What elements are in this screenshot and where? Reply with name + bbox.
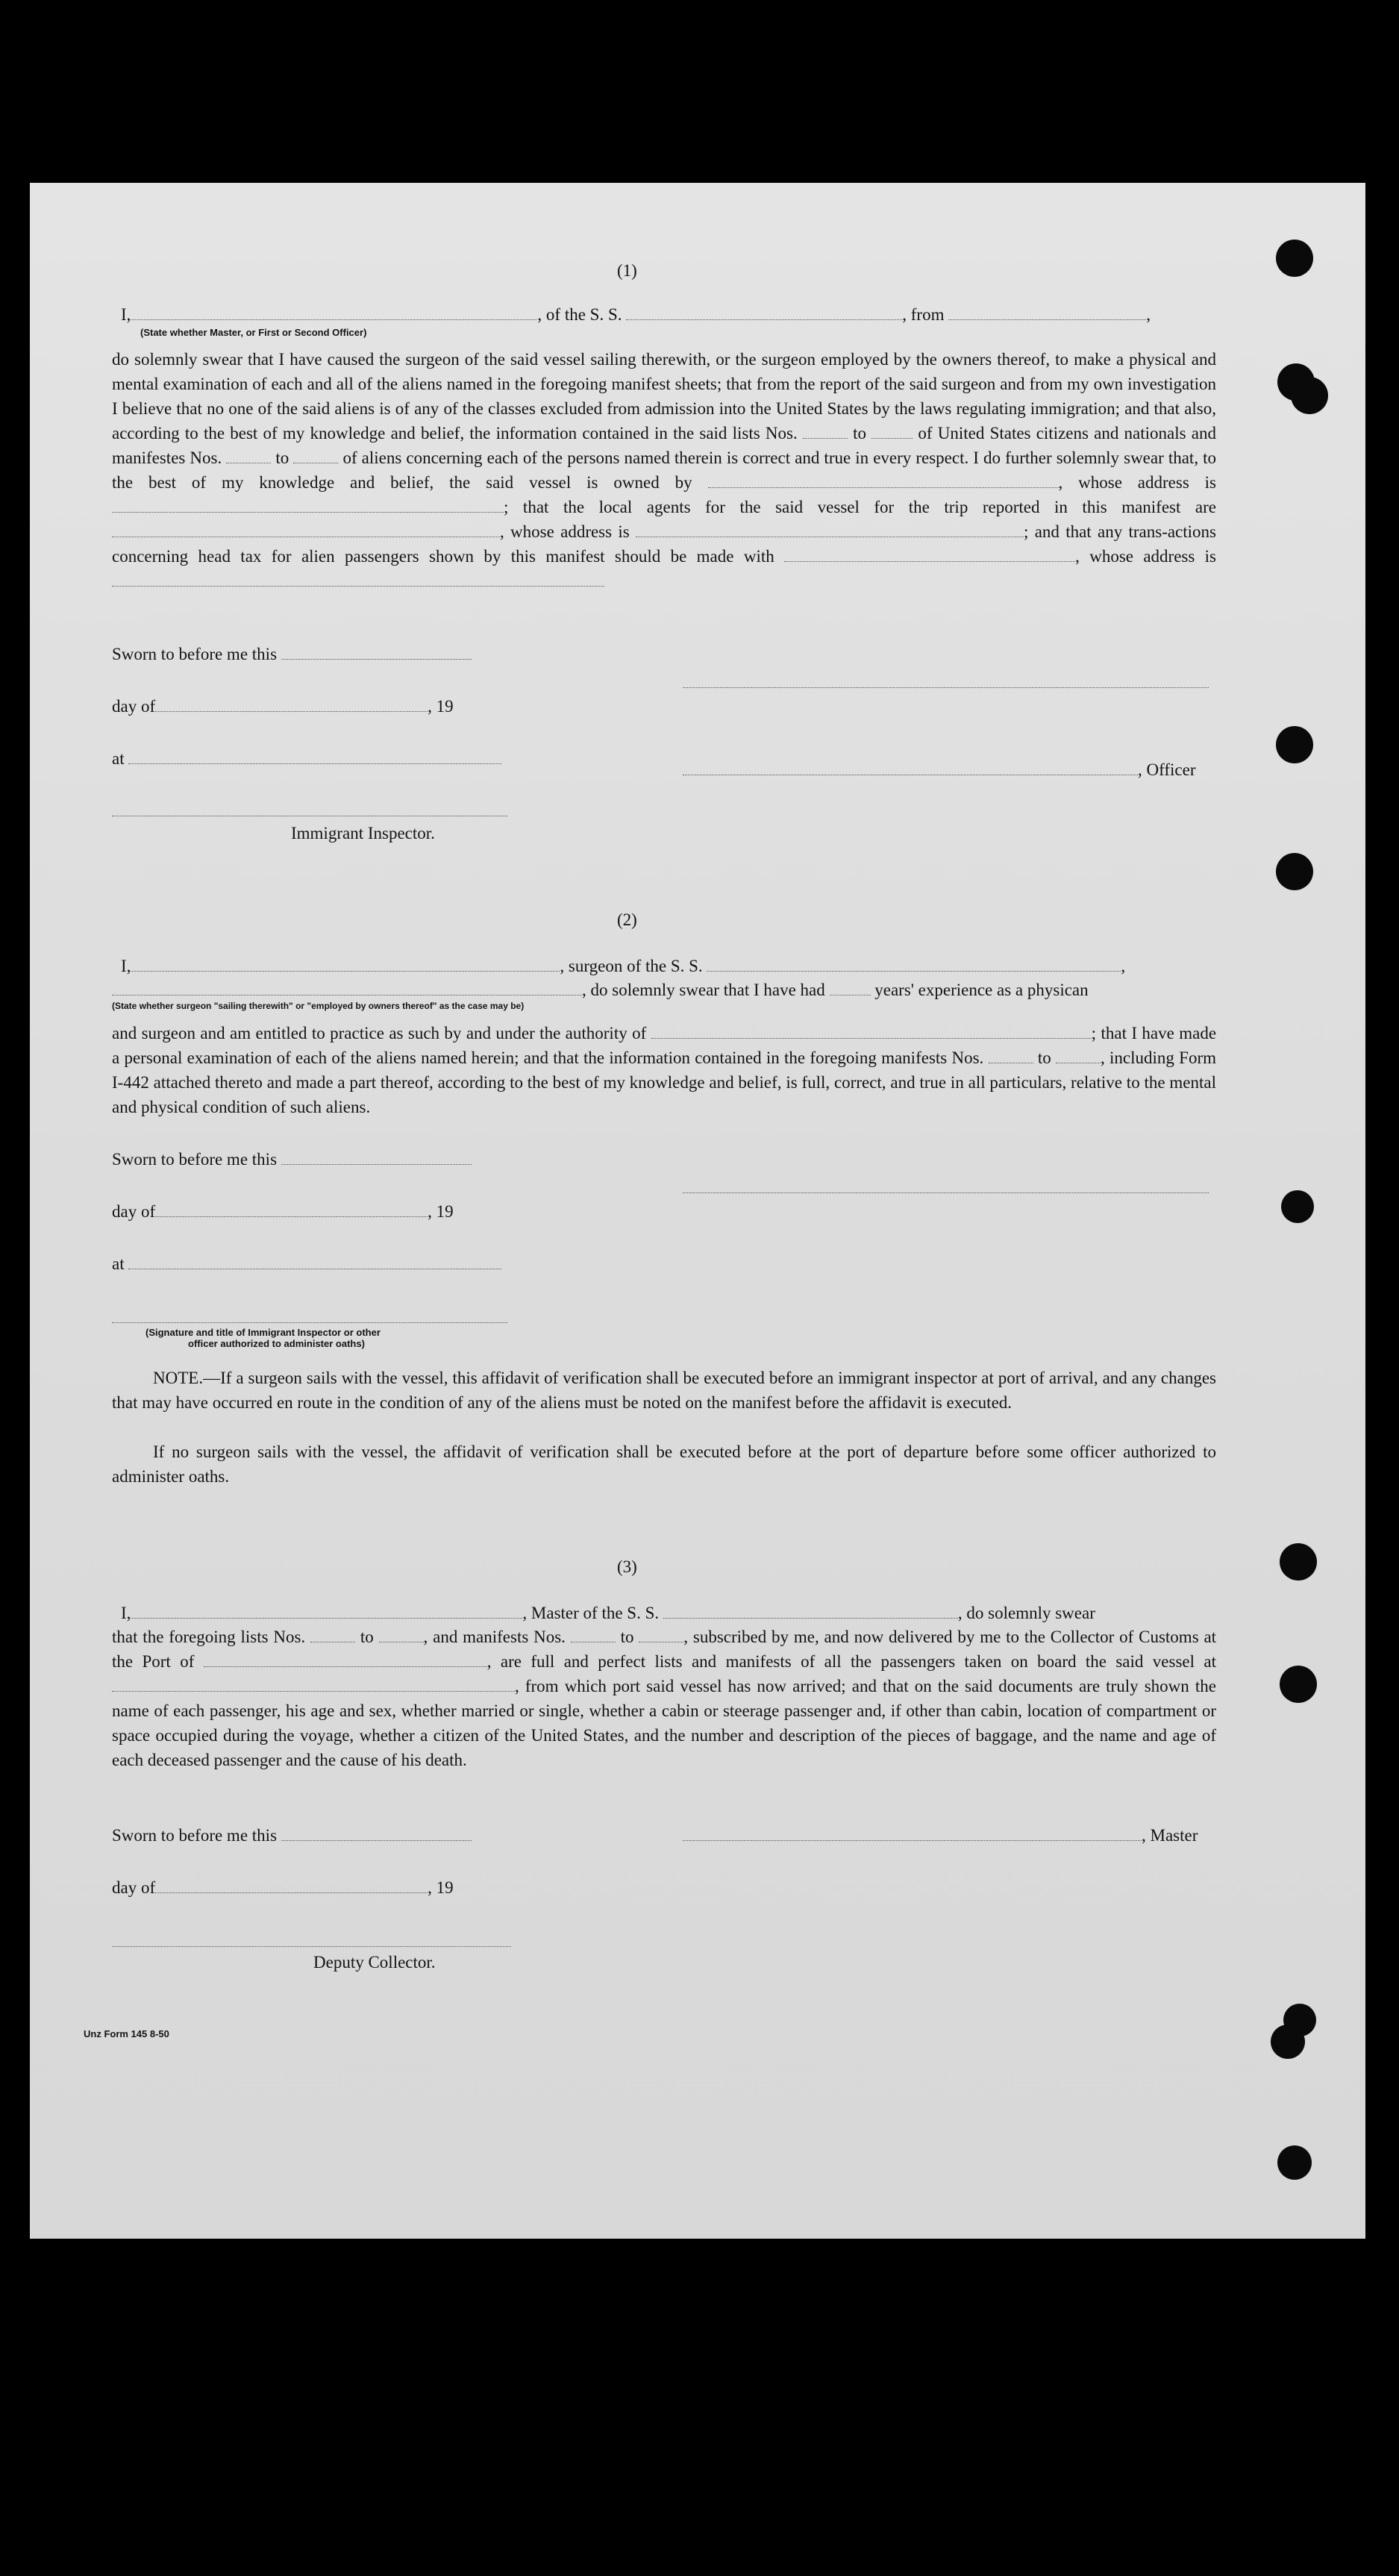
deputy-collector-label: Deputy Collector. (313, 1953, 436, 1972)
form-page (30, 183, 1365, 2239)
alien-manifest-to-field[interactable] (293, 446, 338, 463)
section-3-i: I, (121, 1604, 131, 1622)
vessel-owner-field[interactable] (708, 471, 1059, 488)
section-1-body: do solemnly swear that I have caused the surgeon of the said vessel sailing therewith, or the surgeon employed by the owners thereof, to make a physical and mental examination of each and all of the aliens named in the foregoing manifest sheets; that from the report of the said surgeon and from my own investigation I believe that no one of the said aliens is of any of the classes excluded from admission into the United States by the laws regulating immigration; and that also, according to the best of my knowledge and belief, the information contained in the said lists Nos. to of United States citizens and nationals and manifestes Nos. to of aliens concerning each of the persons named therein is correct and true in every respect. I do further solemnly swear that, to the best of my knowledge and belief, the said vessel is owned by , whose address is ; that the local agents for the said vessel for the trip reported in this manifest are , whose address is ; and that any trans-actions concerning head tax for alien passengers shown by this manifest should be made with , whose address is (112, 347, 1216, 593)
surgeon-vessel-field[interactable] (707, 954, 1121, 972)
master-list-to-field[interactable] (379, 1625, 424, 1642)
officer-name-field[interactable] (131, 303, 537, 320)
master-list-from-field[interactable] (310, 1625, 355, 1642)
sworn-label: Sworn to before me this (112, 1826, 278, 1845)
section-2-at (112, 1251, 501, 1276)
day-of-label: day of (112, 1878, 156, 1897)
section-3-body-c: , subscribed by me, and now delivered by me to the Collector of Customs at the Port of (112, 1628, 1217, 1671)
section-3-body-b: , and manifests Nos. (423, 1628, 566, 1646)
section-2-opening-line: I, , surgeon of the S. S. , (121, 954, 1125, 978)
head-tax-contact-field[interactable] (784, 545, 1075, 562)
section-2-i: I, (121, 957, 131, 975)
month-field[interactable] (155, 1876, 428, 1893)
section-1-sworn (112, 642, 472, 666)
surgeon-swear-label: , do solemnly swear that I have had (582, 981, 825, 999)
signature-note-1: (Signature and title of Immigrant Inspector or other (145, 1327, 381, 1338)
punch-hole (1281, 1190, 1314, 1223)
section-1-body-to-1: to (853, 424, 866, 443)
surgeon-status-field[interactable] (112, 978, 582, 995)
owner-address-field[interactable] (112, 495, 504, 513)
section-1-officer (683, 757, 1195, 782)
citizen-list-to-field[interactable] (871, 422, 913, 439)
sworn-date-field[interactable] (281, 1148, 472, 1165)
place-field[interactable] (128, 747, 501, 764)
month-field[interactable] (155, 1200, 428, 1217)
punch-hole (1276, 853, 1313, 890)
punch-hole (1276, 726, 1313, 763)
signature-note-2: officer authorized to administer oaths) (188, 1338, 365, 1349)
section-2-swear-line (112, 978, 1089, 1002)
section-3-opening-line (121, 1601, 1095, 1625)
sworn-label: Sworn to before me this (112, 1150, 278, 1169)
master-of-label: , Master of the S. S. (522, 1604, 660, 1622)
section-2-sworn (112, 1147, 472, 1172)
year-label: , 19 (428, 1878, 454, 1897)
punch-hole (1280, 1666, 1317, 1703)
master-swear-label: , do solemnly swear (957, 1604, 1095, 1622)
surgeon-signature-line[interactable] (683, 1192, 1209, 1193)
section-1-at (112, 746, 501, 771)
officer-rank-note: (State whether Master, or First or Second Officer) (140, 327, 367, 338)
punch-hole (1291, 377, 1328, 414)
immigrant-inspector-label: Immigrant Inspector. (291, 824, 435, 842)
head-tax-address-field[interactable] (112, 569, 604, 587)
master-label: , Master (1142, 1826, 1198, 1845)
local-agents-field[interactable] (112, 520, 500, 537)
section-1-day-of (112, 694, 454, 719)
section-1-opening-line: I, , of the S. S. , from , (121, 302, 1151, 327)
place-field[interactable] (128, 1252, 501, 1269)
section-1-body-g: ; and that any trans-actions concerning head tax for alien passengers shown by this manifest should be made with (112, 522, 1216, 566)
section-2-body-c: , including Form I-442 attached thereto and made a part thereof, according to the best of my knowledge and belief, is full, correct, and true in all particulars, relative to the mental and physical condition of such aliens. (112, 1048, 1216, 1116)
section-1-body-to-2: to (275, 448, 289, 467)
section-1-body-a: do solemnly swear that I have caused the surgeon of the said vessel sailing therewith, or the surgeon employed by the owners thereof, to make a physical and mental examination of each and all of the aliens named in the foregoing manifest sheets; that from the report of the said surgeon and from my own investigation I believe that no one of the said aliens is of any of the classes excluded from admission into the United States by the laws regulating immigration; and that also, according to the best of my knowledge and belief, the information contained in the said lists Nos. (112, 350, 1216, 443)
years-label: years' experience as a physican (874, 981, 1089, 999)
punch-hole (1276, 240, 1313, 277)
master-manifest-to-field[interactable] (639, 1625, 683, 1642)
surgeon-status-note: (State whether surgeon "sailing therewith" or "employed by owners thereof" as the case may be) (112, 1001, 525, 1011)
departure-port-field[interactable] (948, 303, 1146, 320)
section-3-body-e: , from which port said vessel has now arrived; and that on the said documents are truly shown the name of each passenger, his age and sex, whether married or single, whether a cabin or steerage passenger and, if other than cabin, location of compartment or space occupied during the voyage, whether a citizen of the United States, and the number and description of the pieces of baggage, and the name and age of each deceased passenger and the cause of his death. (112, 1677, 1216, 1769)
form-identifier: Unz Form 145 8-50 (84, 2028, 169, 2039)
officer-signature-line[interactable] (683, 687, 1209, 688)
embarkation-port-field[interactable] (112, 1675, 515, 1692)
sworn-date-field[interactable] (281, 643, 472, 660)
note-text-1: NOTE.—If a surgeon sails with the vessel, this affidavit of verification shall be executed before an immigrant inspector at port of arrival, and any changes that may have occurred en route in the condition of any of the aliens must be noted on the manifest before the affidavit is executed. (112, 1369, 1216, 1412)
section-2-body-to: to (1037, 1048, 1051, 1067)
section-1-of-ss: , of the S. S. (537, 305, 622, 324)
master-manifest-from-field[interactable] (571, 1625, 616, 1642)
officer-label: , Officer (1138, 760, 1196, 779)
section-3-body-to-2: to (620, 1628, 634, 1646)
section-1-body-f: , whose address is (500, 522, 630, 541)
section-2-body: and surgeon and am entitled to practice as such by and under the authority of ; that I have made a personal examination of each of the aliens named herein; and that the information contained in the foregoing manifests Nos. to , including Form I-442 attached thereto and made a part thereof, according to the best of my knowledge and belief, is full, correct, and true in all particulars, relative to the mental and physical condition of such aliens. (112, 1021, 1216, 1119)
year-label: , 19 (428, 697, 454, 716)
customs-port-field[interactable] (204, 1650, 487, 1667)
day-of-label: day of (112, 697, 156, 716)
section-3-body-d: , are full and perfect lists and manifests of all the passengers taken on board the said vessel at (486, 1652, 1216, 1671)
alien-manifest-from-field[interactable] (226, 446, 271, 463)
section-2-day-of (112, 1199, 454, 1224)
section-1-body-e: ; that the local agents for the said vessel for the trip reported in this manifest are (504, 498, 1216, 516)
at-label: at (112, 749, 125, 768)
section-1-from: , from (902, 305, 945, 324)
surgeon-note-paragraph-2 (112, 1439, 1216, 1489)
at-label: at (112, 1254, 125, 1273)
day-of-label: day of (112, 1202, 156, 1221)
section-3-sworn (112, 1823, 472, 1848)
section-1-i: I, (121, 305, 131, 324)
section-3-day-of (112, 1875, 454, 1900)
surgeon-manifest-to-field[interactable] (1056, 1046, 1101, 1063)
years-experience-field[interactable] (830, 978, 871, 995)
section-3-body-a: that the foregoing lists Nos. (112, 1628, 306, 1646)
note-text-2: If no surgeon sails with the vessel, the affidavit of verification shall be executed before at the port of departure before some officer authorized to administer oaths. (112, 1442, 1216, 1486)
deputy-signature-line[interactable] (112, 1946, 511, 1947)
section-1-body-b: of United States citizens and nationals and manifestes Nos. (112, 424, 1217, 467)
vessel-name-field[interactable] (626, 303, 902, 320)
section-1-body-h: whose address is (1089, 547, 1217, 566)
master-signature-field[interactable] (683, 1824, 1142, 1841)
section-3-number: (3) (617, 1557, 637, 1576)
agents-address-field[interactable] (636, 520, 1024, 537)
section-1-number: (1) (617, 261, 637, 280)
year-label: , 19 (428, 1202, 454, 1221)
surgeon-note-paragraph-1 (112, 1366, 1216, 1415)
sworn-label: Sworn to before me this (112, 645, 278, 663)
surgeon-manifest-from-field[interactable] (989, 1046, 1033, 1063)
citizen-list-from-field[interactable] (803, 422, 848, 439)
master-vessel-field[interactable] (663, 1601, 958, 1619)
sworn-date-field[interactable] (281, 1824, 472, 1841)
surgeon-of-label: , surgeon of the S. S. (560, 957, 703, 975)
punch-hole (1277, 2145, 1312, 2180)
master-name-field[interactable] (131, 1601, 522, 1619)
surgeon-name-field[interactable] (131, 954, 560, 972)
section-3-master (683, 1823, 1198, 1848)
section-1-body-c: of aliens concerning each of the persons named therein is correct and true in every respect. I do further solemnly swear that, to the best of my knowledge and belief, the said vessel is owned by (112, 448, 1217, 492)
section-2-number: (2) (617, 910, 637, 929)
officer-title-field[interactable] (683, 758, 1138, 775)
section-1-body-d: , whose address is (1058, 473, 1217, 492)
punch-hole (1271, 2025, 1305, 2059)
section-3-body-to-1: to (360, 1628, 374, 1646)
section-2-body-a: and surgeon and am entitled to practice as such by and under the authority of (112, 1024, 647, 1042)
month-field[interactable] (155, 695, 428, 712)
section-2-body-b: that I have made a personal examination of each of the aliens named herein; and that the information contained in the foregoing manifests Nos. (112, 1024, 1217, 1067)
authority-field[interactable] (651, 1022, 1092, 1039)
punch-hole (1280, 1543, 1317, 1581)
inspector-signature-line[interactable] (112, 1322, 507, 1323)
section-3-body (112, 1625, 1216, 1772)
